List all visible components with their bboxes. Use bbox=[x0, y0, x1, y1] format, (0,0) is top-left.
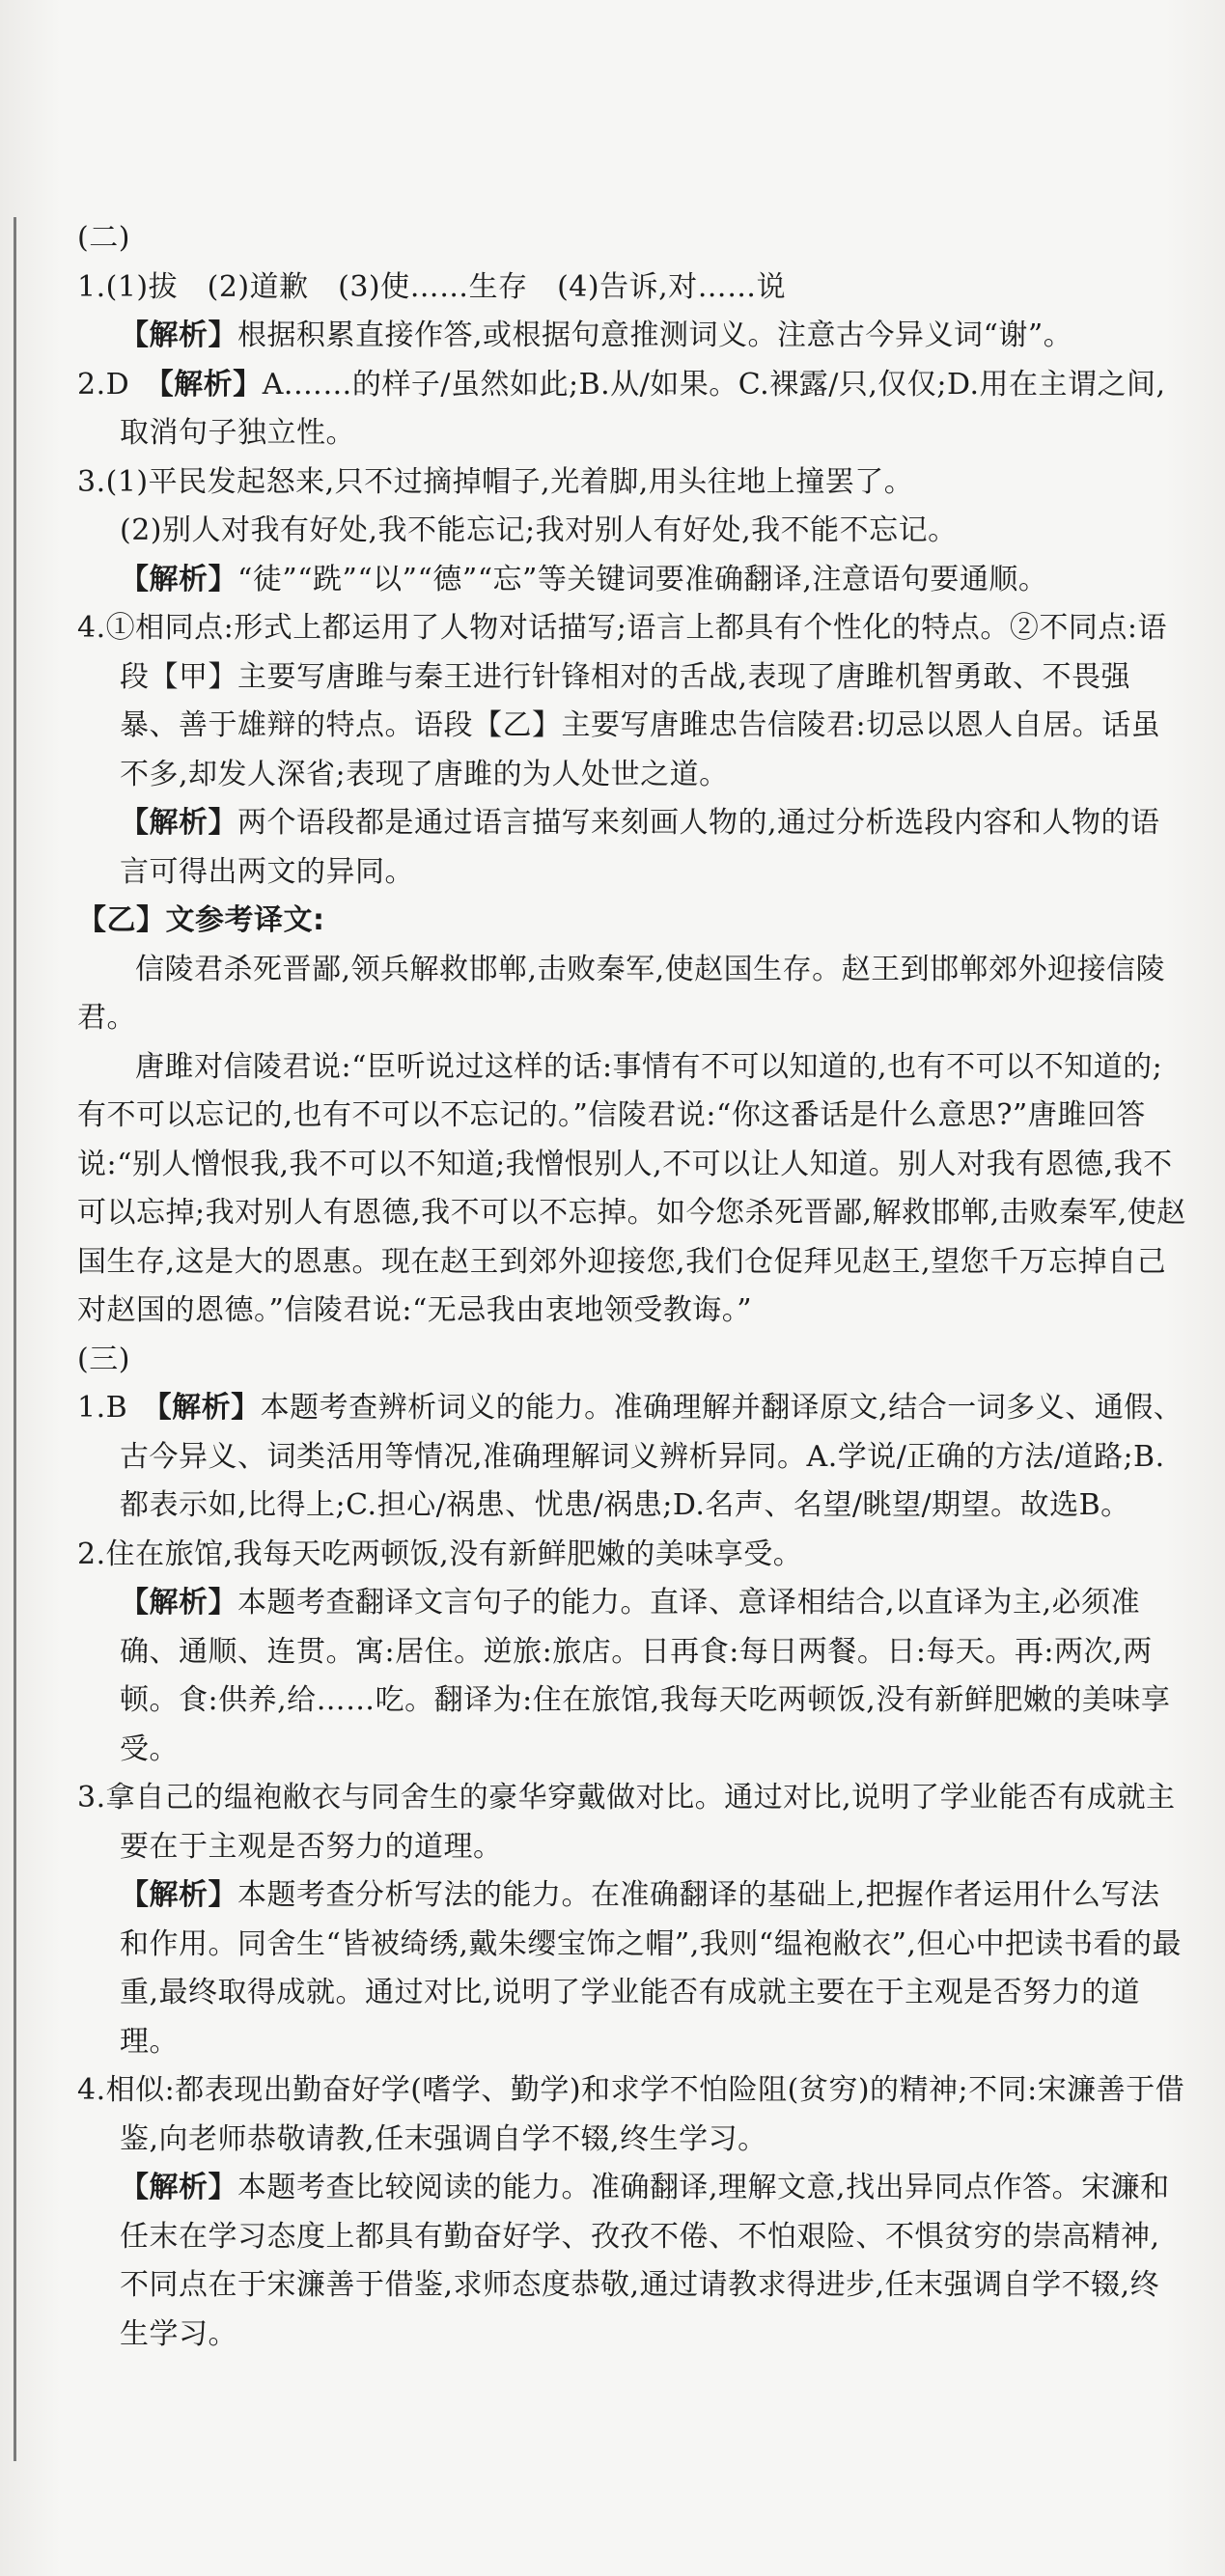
s3-q3-answer: 3.拿自己的缊袍敝衣与同舍生的豪华穿戴做对比。通过对比,说明了学业能否有成就主要在于主观是否努力的道理。 bbox=[77, 1781, 1176, 1864]
s3-q2-answer: 2.住在旅馆,我每天吃两顿饭,没有新鲜肥嫩的美味享受。 bbox=[77, 1537, 803, 1571]
yi-translation-para-1: 信陵君杀死晋鄙,领兵解救邯郸,击败秦军,使赵国生存。赵王到邯郸郊外迎接信陵君。 bbox=[77, 952, 1166, 1035]
analysis-text: 两个语段都是通过语言描写来刻画人物的,通过分析选段内容和人物的语言可得出两文的异同。 bbox=[120, 806, 1160, 889]
yi-translation-para-2: 唐雎对信陵君说:“臣听说过这样的话:事情有不可以知道的,也有不可以不知道的;有不可以忘记的,也有不可以不忘记的。”信陵君说:“你这番话是什么意思?”唐雎回答说:“别人憎恨我,我不可以不知道;我憎恨别人,不可以让人知道。别人对我有恩德,我不可以忘掉;我对别人有恩德,我不可以不忘掉。如今您杀死晋鄙,解救邯郸,击败秦军,使赵国生存,这是大的恩惠。现在赵王到郊外迎接您,我们仓促拜见赵王,望您千万忘掉自己对赵国的恩德。”信陵君说:“无忌我由衷地领受教诲。” bbox=[77, 1049, 1186, 1327]
s2-q1-analysis bbox=[77, 312, 1187, 361]
analysis-tag: 【解析】 bbox=[120, 319, 237, 352]
analysis-text: 本题考查比较阅读的能力。准确翻译,理解文意,找出异同点作答。宋濂和任末在学习态度上都具有勤奋好学、孜孜不倦、不怕艰险、不惧贫穷的崇高精神,不同点在于宋濂善于借鉴,求师态度恭敬,通过请教求得进步,任末强调自学不辍,终生学习。 bbox=[120, 2171, 1170, 2351]
analysis-text: 根据积累直接作答,或根据句意推测词义。注意古今异义词“谢”。 bbox=[237, 319, 1073, 352]
section-3-heading: (三) bbox=[77, 1342, 130, 1376]
s2-q3-line2: (2)别人对我有好处,我不能忘记;我对别人有好处,我不能不忘记。 bbox=[120, 513, 958, 547]
s2-q4-answer: 4.①相同点:形式上都运用了人物对话描写;语言上都具有个性化的特点。②不同点:语段【甲】主要写唐雎与秦王进行针锋相对的舌战,表现了唐雎机智勇敢、不畏强暴、善于雄辩的特点。语段【乙】主要写唐雎忠告信陵君:切忌以恩人自居。话虽不多,却发人深省;表现了唐雎的为人处世之道。 bbox=[77, 611, 1167, 791]
s2-q2 bbox=[77, 361, 1187, 458]
s3-q4-answer: 4.相似:都表现出勤奋好学(嗜学、勤学)和求学不怕险阻(贫穷)的精神;不同:宋濂善于借鉴,向老师恭敬请教,任末强调自学不辍,终生学习。 bbox=[77, 2073, 1185, 2156]
s3-q4-analysis bbox=[77, 2164, 1187, 2359]
analysis-text: “徒”“跣”“以”“德”“忘”等关键词要准确翻译,注意语句要通顺。 bbox=[237, 562, 1048, 596]
section-2-heading: (二) bbox=[77, 221, 130, 255]
s3-q1-answer: 1.B bbox=[77, 1391, 157, 1425]
s2-q3-line1: 3.(1)平民发起怒来,只不过摘掉帽子,光着脚,用头往地上撞罢了。 bbox=[77, 464, 914, 499]
left-margin-line bbox=[14, 217, 16, 2461]
analysis-tag: 【解析】 bbox=[120, 2171, 237, 2204]
analysis-text: 本题考查辨析词义的能力。准确理解并翻译原文,结合一词多义、通假、古今异义、词类活用等情况,准确理解词义辨析异同。A.学说/正确的方法/道路;B.都表示如,比得上;C.担心/祸患、忧患/祸患;D.名声、名望/眺望/期望。故选B。 bbox=[120, 1391, 1183, 1522]
s3-q2-analysis bbox=[77, 1579, 1187, 1774]
s2-q4-analysis bbox=[77, 799, 1187, 897]
analysis-tag: 【解析】 bbox=[120, 562, 237, 596]
analysis-text: 本题考查翻译文言句子的能力。直译、意译相结合,以直译为主,必须准确、通顺、连贯。寓:居住。逆旅:旅店。日再食:每日两餐。日:每天。再:两次,两顿。食:供养,给……吃。翻译为:住在旅馆,我每天吃两顿饭,没有新鲜肥嫩的美味享受。 bbox=[120, 1586, 1171, 1766]
analysis-text: 本题考查分析写法的能力。在准确翻译的基础上,把握作者运用什么写法和作用。同舍生“皆被绮绣,戴朱缨宝饰之帽”,我则“缊袍敝衣”,但心中把读书看的最重,最终取得成就。通过对比,说明了学业能否有成就主要在于主观是否努力的道理。 bbox=[120, 1878, 1182, 2059]
answer-content bbox=[77, 214, 1187, 2359]
s2-q1-answer: 1.(1)拔 (2)道歉 (3)使……生存 (4)告诉,对……说 bbox=[77, 269, 787, 304]
analysis-tag: 【解析】 bbox=[156, 1391, 261, 1425]
s3-q3-analysis bbox=[77, 1871, 1187, 2066]
analysis-tag: 【解析】 bbox=[120, 1586, 237, 1620]
analysis-tag: 【解析】 bbox=[120, 1878, 237, 1912]
analysis-tag: 【解析】 bbox=[158, 367, 263, 402]
s3-q1 bbox=[77, 1384, 1187, 1531]
yi-translation-heading: 【乙】文参考译文: bbox=[77, 903, 325, 937]
analysis-tag: 【解析】 bbox=[120, 806, 237, 840]
s2-q2-answer: 2.D bbox=[77, 367, 159, 402]
analysis-text: A.……的样子/虽然如此;B.从/如果。C.裸露/只,仅仅;D.用在主谓之间,取消句子独立性。 bbox=[120, 367, 1166, 450]
s2-q3-analysis bbox=[77, 556, 1187, 605]
